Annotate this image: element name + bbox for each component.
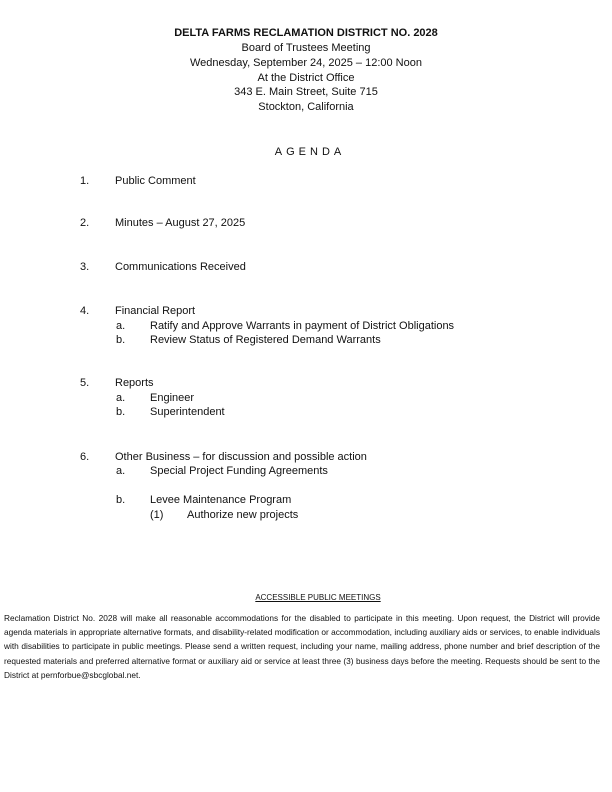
subitem-number: b. [116,406,126,418]
agenda-heading: AGENDA [274,146,346,158]
item-label: Communications Received [115,261,246,273]
subitem-number: a. [116,320,126,332]
subitem-label: Engineer [150,392,195,404]
item-label: Reports [115,377,154,389]
item-label: Public Comment [115,175,196,187]
subitem-label: Levee Maintenance Program [150,494,292,506]
item-label: Other Business – for discussion and possible action [115,451,367,463]
org-title: DELTA FARMS RECLAMATION DISTRICT NO. 2028 [174,27,438,39]
subitem-label: Special Project Funding Agreements [150,465,328,477]
subitem-number: b. [116,494,126,506]
item-number: 4. [80,305,90,317]
item-number: 3. [80,261,90,273]
item-number: 5. [80,377,90,389]
item-number: 2. [80,217,90,229]
item-number: 6. [80,451,90,463]
subitem-label: Review Status of Registered Demand Warrants [150,334,381,346]
item-label: Financial Report [115,305,196,317]
meeting-location: At the District Office [257,72,355,84]
item-label: Minutes – August 27, 2025 [115,217,246,229]
subitem-label: Superintendent [150,406,225,418]
accessible-meetings-heading: ACCESSIBLE PUBLIC MEETINGS [255,593,381,602]
meeting-name: Board of Trustees Meeting [241,42,371,54]
subitem-number: a. [116,465,126,477]
subsubitem-label: Authorize new projects [187,509,299,521]
subitem-label: Ratify and Approve Warrants in payment of District Obligations [150,320,455,332]
meeting-city: Stockton, California [258,101,354,113]
item-number: 1. [80,175,90,187]
meeting-datetime: Wednesday, September 24, 2025 – 12:00 Noon [190,57,422,69]
subsubitem-number: (1) [150,509,164,521]
subitem-number: a. [116,392,126,404]
subitem-number: b. [116,334,126,346]
meeting-address: 343 E. Main Street, Suite 715 [234,86,378,98]
accessible-meetings-text: Reclamation District No. 2028 will make all reasonable accommodations for the disabled to participate in this meeting. Upon request, the District will provide agenda materials in appropriate alternative formats, and disability-related modification or accommodation, including auxiliary aids or services, to enable individuals with disabilities to participate in public meetings. Please send a written request, including your name, mailing address, phone number and brief description of the requested materials and preferred alternative format or auxiliary aid or service at least three (3) business days before the meeting. Requests should be sent to the District at pernforbue@sbcglobal.net. [4,613,600,680]
